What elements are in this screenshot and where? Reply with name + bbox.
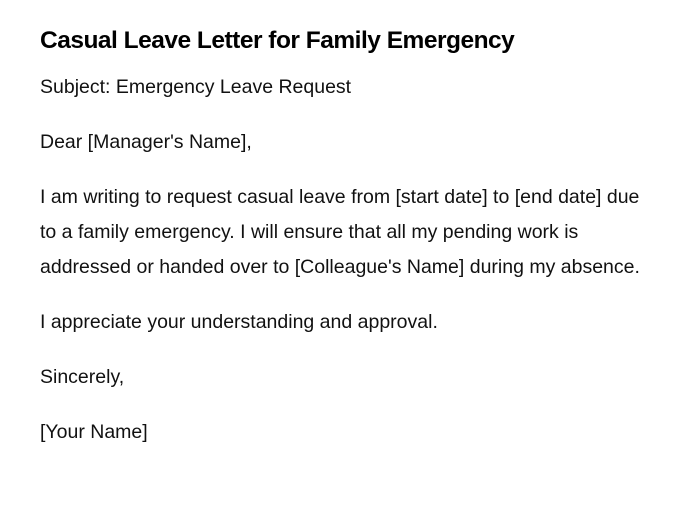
document-title: Casual Leave Letter for Family Emergency bbox=[40, 27, 515, 54]
letter-signoff: Sincerely, bbox=[40, 366, 125, 388]
letter-body: I am writing to request casual leave from [start date] to [end date] due to a family emergency. I will ensure that all my pending work is addressed or handed over to [Colleague's Name] during my absence. bbox=[40, 186, 640, 278]
letter-signature: [Your Name] bbox=[40, 421, 148, 443]
letter-subject: Subject: Emergency Leave Request bbox=[40, 76, 352, 98]
letter-greeting: Dear [Manager's Name], bbox=[40, 131, 252, 153]
letter-closing-line: I appreciate your understanding and approval. bbox=[40, 311, 438, 333]
